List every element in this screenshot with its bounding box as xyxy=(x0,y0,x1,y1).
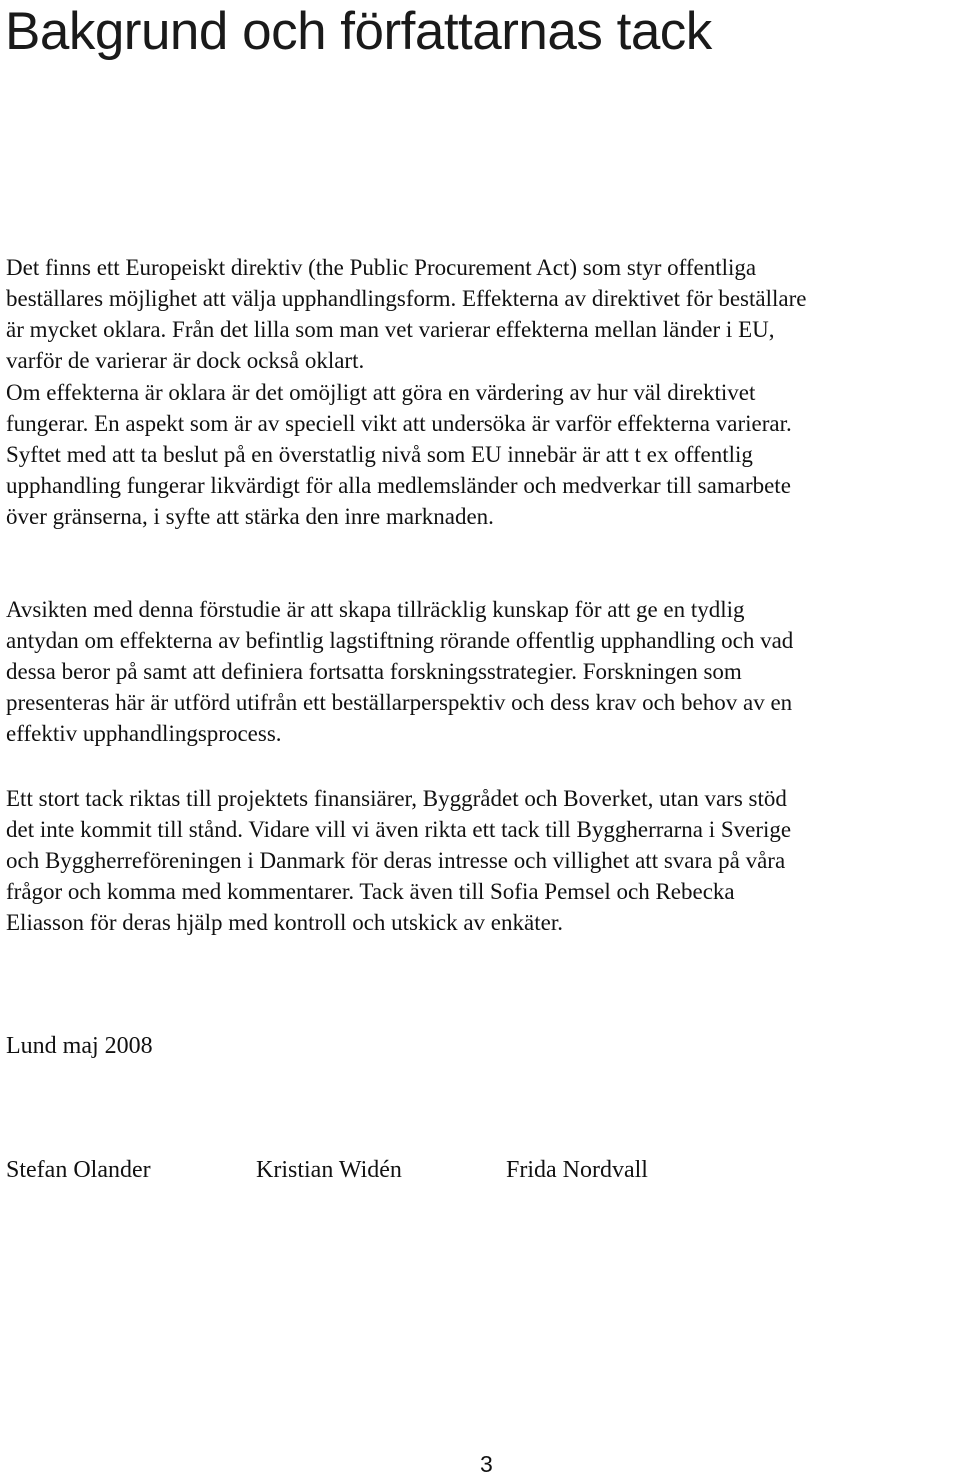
paragraph-line: är mycket oklara. Från det lilla som man vet varierar effekterna mellan länder i EU, xyxy=(6,317,775,342)
paragraph-line: effektiv upphandlingsprocess. xyxy=(6,721,282,746)
author-name: Stefan Olander xyxy=(6,1157,151,1183)
paragraph-effects xyxy=(6,377,956,532)
paragraph-line: över gränserna, i syfte att stärka den inre marknaden. xyxy=(6,504,494,529)
paragraph-line: dessa beror på samt att definiera fortsatta forskningsstrategier. Forskningen som xyxy=(6,659,742,684)
place-and-date: Lund maj 2008 xyxy=(6,1033,153,1059)
paragraph-line: det inte kommit till stånd. Vidare vill vi även rikta ett tack till Byggherrarna i Sverige xyxy=(6,817,792,842)
paragraph-line: Avsikten med denna förstudie är att skapa tillräcklig kunskap för att ge en tydlig xyxy=(6,597,745,622)
paragraph-line: antydan om effekterna av befintlig lagstiftning rörande offentlig upphandling och vad xyxy=(6,628,794,653)
page-number: 3 xyxy=(480,1451,493,1477)
paragraph-line: varför de varierar är dock också oklart. xyxy=(6,348,365,373)
paragraph-purpose xyxy=(6,594,956,749)
page-title: Bakgrund och författarnas tack xyxy=(5,2,712,61)
paragraph-line: beställares möjlighet att välja upphandlingsform. Effekterna av direktivet för beställare xyxy=(6,286,807,311)
paragraph-line: upphandling fungerar likvärdigt för alla medlemsländer och medverkar till samarbete xyxy=(6,473,791,498)
paragraph-line: Om effekterna är oklara är det omöjligt att göra en värdering av hur väl direktivet xyxy=(6,380,756,405)
paragraph-line: frågor och komma med kommentarer. Tack även till Sofia Pemsel och Rebecka xyxy=(6,879,735,904)
paragraph-line: Syftet med att ta beslut på en överstatlig nivå som EU innebär är att t ex offentlig xyxy=(6,442,753,467)
author-name: Kristian Widén xyxy=(256,1157,402,1183)
paragraph-directive xyxy=(6,252,956,376)
paragraph-acknowledgements xyxy=(6,783,956,938)
author-name: Frida Nordvall xyxy=(506,1157,648,1183)
paragraph-line: Eliasson för deras hjälp med kontroll och utskick av enkäter. xyxy=(6,910,563,935)
paragraph-line: Det finns ett Europeiskt direktiv (the Public Procurement Act) som styr offentliga xyxy=(6,255,757,280)
paragraph-line: och Byggherreföreningen i Danmark för deras intresse och villighet att svara på våra xyxy=(6,848,786,873)
paragraph-line: fungerar. En aspekt som är av speciell vikt att undersöka är varför effekterna varierar. xyxy=(6,411,792,436)
paragraph-line: Ett stort tack riktas till projektets finansiärer, Byggrådet och Boverket, utan vars stöd xyxy=(6,786,787,811)
paragraph-line: presenteras här är utförd utifrån ett beställarperspektiv och dess krav och behov av en xyxy=(6,690,793,715)
